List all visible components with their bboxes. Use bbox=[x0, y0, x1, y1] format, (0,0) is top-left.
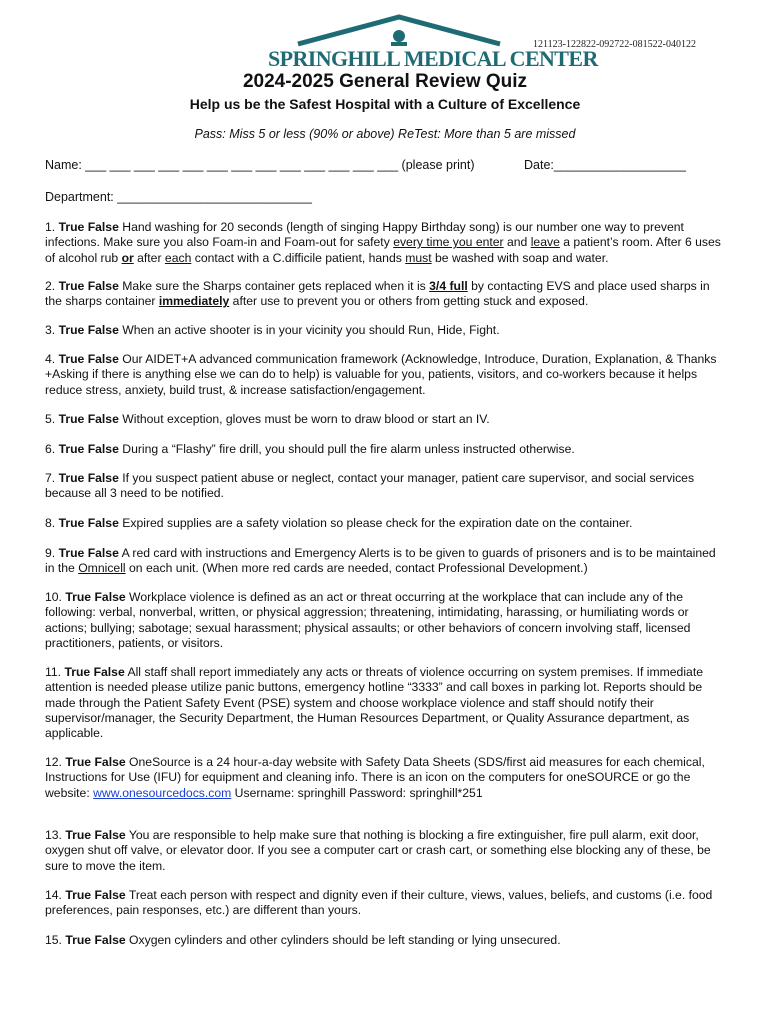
answer-false[interactable]: False bbox=[87, 279, 119, 293]
answer-true[interactable]: True bbox=[64, 665, 91, 679]
question-12: 12. True False OneSource is a 24 hour-a-day website with Safety Data Sheets (SDS/first aid measures for each chemical, Instructions for Use (IFU) for equipment and cleaning info. There is an icon on the computers for oneSOURCE or go the website: www.onesourcedocs.com Username: springhill Password: springhill*251 bbox=[45, 755, 705, 800]
question-10: 10. True False Workplace violence is defined as an act or threat occurring at the workplace that can include any of the following: verbal, nonverbal, written, or physical aggression; threatening, intimidating, harassing, or humiliating words or actions; bullying; sabotage; sexual harassment; physical assaults; or other behaviors of concern involving staff, licensed practitioners, patients, or visitors. bbox=[45, 590, 691, 650]
answer-false[interactable]: False bbox=[94, 755, 126, 769]
answer-false[interactable]: False bbox=[87, 546, 119, 560]
answer-false[interactable]: False bbox=[87, 323, 119, 337]
question-number: 9. bbox=[45, 546, 56, 560]
answer-false[interactable]: False bbox=[94, 590, 126, 604]
question-7: 7. True False If you suspect patient abuse or neglect, contact your manager, patient care supervisor, and social services because all 3 need to be notified. bbox=[45, 471, 695, 501]
answer-true[interactable]: True bbox=[58, 220, 85, 234]
answer-true[interactable]: True bbox=[58, 471, 85, 485]
answer-true[interactable]: True bbox=[65, 590, 92, 604]
question-number: 8. bbox=[45, 516, 56, 530]
answer-true[interactable]: True bbox=[58, 323, 85, 337]
department-field[interactable]: Department: ____________________________ bbox=[45, 190, 312, 204]
name-field[interactable]: Name: ___ ___ ___ ___ ___ ___ ___ ___ ___ ___ ___ ___ ___ (please print) bbox=[45, 158, 475, 172]
answer-true[interactable]: True bbox=[65, 933, 92, 947]
answer-true[interactable]: True bbox=[58, 442, 85, 456]
logo-text: SPRINGHILL MEDICAL CENTER bbox=[268, 46, 598, 71]
date-field[interactable]: Date:___________________ bbox=[524, 158, 686, 172]
question-number: 2. bbox=[45, 279, 56, 293]
question-2: 2. True False Make sure the Sharps container gets replaced when it is 3/4 full by contacting EVS and place used sharps in the sharps container immediately after use to prevent you or others from getting stuck and exposed. bbox=[45, 279, 710, 309]
answer-true[interactable]: True bbox=[65, 828, 92, 842]
answer-true[interactable]: True bbox=[58, 352, 85, 366]
answer-false[interactable]: False bbox=[87, 516, 119, 530]
question-13: 13. True False You are responsible to help make sure that nothing is blocking a fire extinguisher, fire pull alarm, exit door, oxygen shut off valve, or elevator door. If you see a computer cart or crash cart, or something else blocking any of these, be sure to move the item. bbox=[45, 828, 711, 873]
question-1: 1. True False Hand washing for 20 seconds (length of singing Happy Birthday song) is our number one way to prevent infections. Make sure you also Foam-in and Foam-out for safety every time you enter and leave a patient’s room. After 6 uses of alcohol rub or after each contact with a C.difficile patient, hands must be washed with soap and water. bbox=[45, 220, 721, 265]
question-number: 3. bbox=[45, 323, 56, 337]
answer-false[interactable]: False bbox=[87, 442, 119, 456]
answer-true[interactable]: True bbox=[58, 412, 85, 426]
question-6: 6. True False During a “Flashy” fire drill, you should pull the fire alarm unless instructed otherwise. bbox=[45, 442, 575, 456]
pass-criteria: Pass: Miss 5 or less (90% or above) ReTest: More than 5 are missed bbox=[194, 127, 576, 141]
question-number: 4. bbox=[45, 352, 56, 366]
answer-true[interactable]: True bbox=[58, 546, 85, 560]
question-number: 14. bbox=[45, 888, 62, 902]
question-14: 14. True False Treat each person with respect and dignity even if their culture, views, values, beliefs, and customs (i.e. food preferences, pain responses, etc.) are different than yours. bbox=[45, 888, 713, 918]
hospital-logo bbox=[268, 14, 598, 72]
question-number: 15. bbox=[45, 933, 62, 947]
answer-true[interactable]: True bbox=[65, 888, 92, 902]
question-8: 8. True False Expired supplies are a safety violation so please check for the expiration date on the container. bbox=[45, 516, 633, 530]
question-number: 10. bbox=[45, 590, 62, 604]
answer-false[interactable]: False bbox=[94, 828, 126, 842]
answer-true[interactable]: True bbox=[58, 516, 85, 530]
question-number: 6. bbox=[45, 442, 56, 456]
answer-false[interactable]: False bbox=[87, 471, 119, 485]
question-9: 9. True False A red card with instructions and Emergency Alerts is to be given to guards of prisoners and is to be maintained in the Omnicell on each unit. (When more red cards are needed, contact Professional Development.) bbox=[45, 546, 716, 576]
answer-false[interactable]: False bbox=[87, 352, 119, 366]
question-11: 11. True False All staff shall report immediately any acts or threats of violence occurring on system premises. If immediate attention is needed please utilize panic buttons, emergency hotline “3333” and call boxes in parking lot. Reports should be made through the Patient Safety Event (PSE) system and choose workplace violence and staff should notify their supervisor/manager, the Security Department, the Human Resources Department, or Quality Assurance department, as applicable. bbox=[45, 665, 703, 741]
onesource-link[interactable]: www.onesourcedocs.com bbox=[93, 785, 232, 800]
answer-false[interactable]: False bbox=[94, 888, 126, 902]
question-5: 5. True False Without exception, gloves must be worn to draw blood or start an IV. bbox=[45, 412, 490, 426]
answer-true[interactable]: True bbox=[58, 279, 85, 293]
page-title: 2024-2025 General Review Quiz bbox=[242, 71, 528, 92]
question-3: 3. True False When an active shooter is in your vicinity you should Run, Hide, Fight. bbox=[45, 323, 500, 337]
answer-false[interactable]: False bbox=[93, 665, 125, 679]
document-code: 121123-122822-092722-081522-040122 bbox=[533, 39, 696, 50]
answer-false[interactable]: False bbox=[87, 412, 119, 426]
page-subtitle: Help us be the Safest Hospital with a Culture of Excellence bbox=[189, 96, 581, 112]
question-number: 1. bbox=[45, 220, 56, 234]
answer-false[interactable]: False bbox=[87, 220, 119, 234]
question-number: 7. bbox=[45, 471, 56, 485]
question-number: 13. bbox=[45, 828, 62, 842]
question-15: 15. True False Oxygen cylinders and other cylinders should be left standing or lying unsecured. bbox=[45, 933, 561, 947]
question-number: 11. bbox=[45, 665, 62, 679]
question-4: 4. True False Our AIDET+A advanced communication framework (Acknowledge, Introduce, Duration, Explanation, & Thanks +Asking if there is anything else we can do to help) is valuable for you, patients, visitors, and co-workers because it helps reduce stress, anxiety, build trust, & increase satisfaction/engagement. bbox=[45, 352, 717, 397]
question-number: 5. bbox=[45, 412, 56, 426]
question-number: 12. bbox=[45, 755, 62, 769]
answer-false[interactable]: False bbox=[94, 933, 126, 947]
answer-true[interactable]: True bbox=[65, 755, 92, 769]
